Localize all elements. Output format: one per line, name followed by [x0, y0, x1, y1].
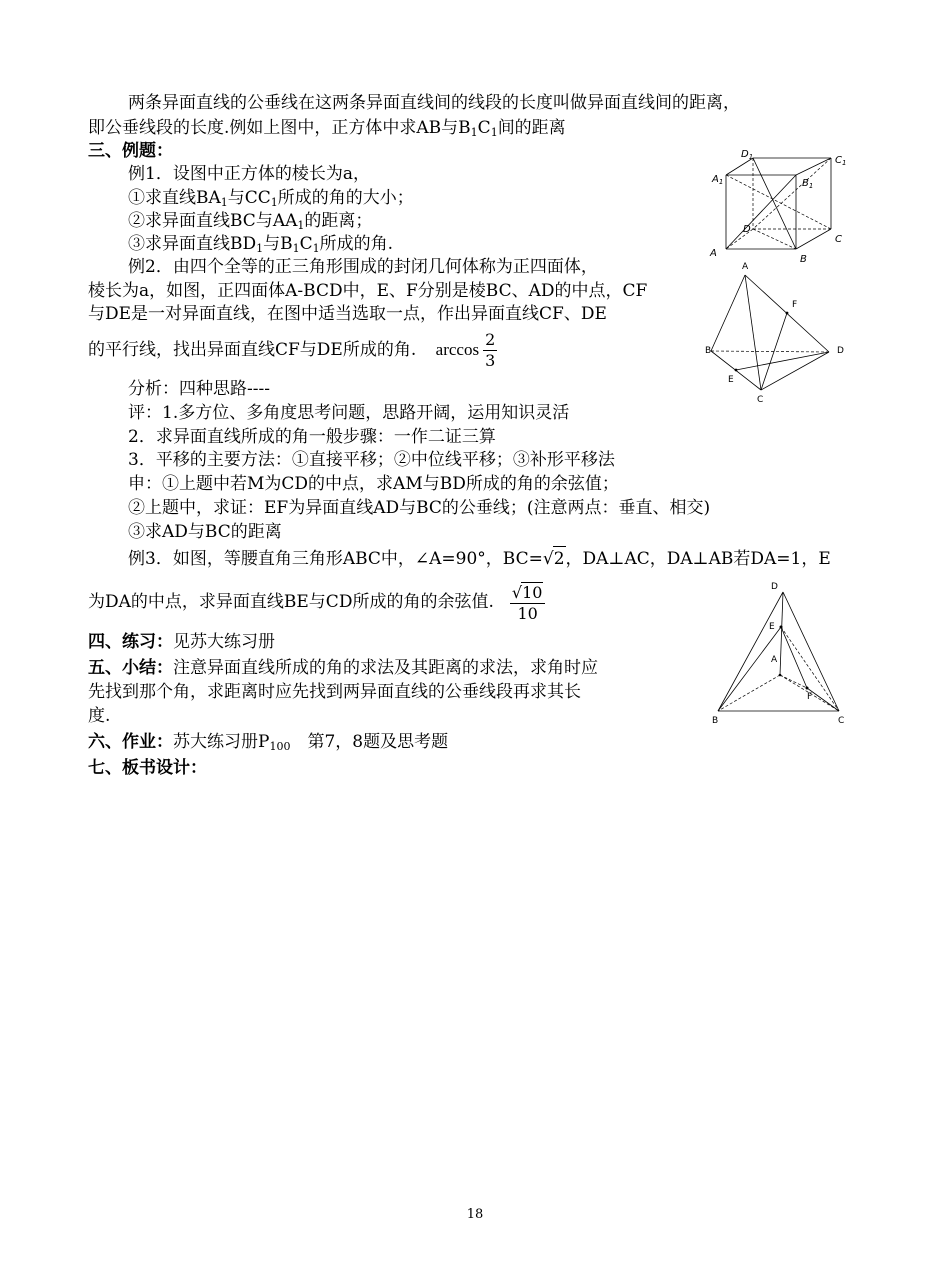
comment-line: 2．求异面直线所成的角一般步骤：一作二证三算: [128, 427, 496, 447]
cube-figure: [705, 145, 855, 265]
sqrt-sign: √: [542, 549, 554, 569]
text-segment: 间的距离: [497, 118, 566, 138]
answer-arccos: arccos: [435, 340, 480, 359]
text-segment: ②求异面直线BC与AA: [128, 211, 298, 231]
point-label: B: [712, 716, 719, 726]
point-label: D: [771, 582, 778, 592]
text-segment: C: [477, 118, 491, 138]
point-label: C: [838, 716, 845, 726]
point-label: $B_1$: [802, 178, 814, 190]
comment-line: 3．平移的主要方法：①直接平移；②中位线平移；③补形平移法: [128, 450, 615, 470]
text-segment: 即公垂线段的长度.例如上图中，正方体中求AB与B: [88, 118, 471, 138]
point-label: B: [705, 346, 712, 356]
practice-line: [88, 630, 275, 654]
point-label: A: [742, 262, 749, 272]
section-heading: 四、练习：: [88, 632, 173, 652]
point-label: $D_1$: [741, 149, 754, 161]
answer-fraction: [483, 330, 497, 371]
point-label: E: [769, 622, 775, 632]
text-segment: 与B: [263, 234, 293, 254]
homework-line: [88, 730, 448, 759]
sqrt-sign: √: [511, 582, 523, 602]
text-segment: 苏大练习册P: [173, 732, 270, 752]
point-label: D: [837, 346, 844, 356]
text-segment: 为DA的中点，求异面直线BE与CD所成的角的余弦值.: [88, 592, 494, 612]
text-segment: 注意异面直线所成的角的求法及其距离的求法，求角时应: [173, 658, 598, 678]
subscript: 1: [270, 196, 278, 209]
extension-line: ③求AD与BC的距离: [128, 522, 282, 542]
text-segment: 所成的角.: [319, 234, 394, 254]
example-2-line: [88, 326, 497, 374]
example-3-line: [128, 546, 831, 571]
fraction-denominator: 3: [485, 351, 496, 370]
point-label: D: [743, 224, 751, 235]
subscript: 1: [292, 242, 300, 255]
point-label: F: [792, 300, 798, 310]
sqrt-value: 10: [522, 582, 543, 602]
extension-line: 申：①上题中若M为CD的中点，求AM与BD所成的角的余弦值；: [128, 474, 619, 494]
subscript: 1: [256, 242, 264, 255]
summary-line: 度.: [88, 706, 111, 726]
section-heading: 五、小结：: [88, 658, 173, 678]
text-segment: 第7，8题及思考题: [290, 732, 449, 752]
example-2-line: 与DE是一对异面直线，在图中适当选取一点，作出异面直线CF、DE: [88, 304, 607, 324]
point-label: A: [710, 248, 717, 259]
paragraph-line: 两条异面直线的公垂线在这两条异面直线间的线段的长度叫做异面直线间的距离，: [128, 93, 740, 113]
example-3-line: [88, 578, 545, 626]
text-segment: 与CC: [227, 188, 271, 208]
summary-line: 先找到那个角，求距离时应先找到两异面直线的公垂线段再求其长: [88, 682, 581, 702]
subscript: 1: [312, 242, 320, 255]
fraction-numerator: 2: [485, 330, 496, 349]
summary-line: [88, 656, 598, 680]
point-label: $C_1$: [835, 155, 847, 167]
text-segment: ③求异面直线BD: [128, 234, 257, 254]
subscript: 100: [269, 740, 291, 753]
fraction-denominator: 10: [517, 603, 538, 623]
page-number: 18: [466, 1207, 484, 1222]
point-label: C: [835, 234, 842, 245]
subscript: 1: [220, 196, 228, 209]
text-segment: ①求直线BA: [128, 188, 221, 208]
example-2-line: 例2．由四个全等的正三角形围成的封闭几何体称为正四面体，: [128, 257, 598, 277]
example-2-line: 棱长为a，如图，正四面体A-BCD中，E、F分别是棱BC、AD的中点，CF: [88, 281, 648, 301]
subscript: 1: [470, 126, 478, 139]
text-segment: 的距离；: [304, 211, 373, 231]
text-segment: C: [299, 234, 313, 254]
text-segment: 的平行线，找出异面直线CF与DE所成的角.: [88, 340, 417, 360]
subscript: 1: [297, 219, 305, 232]
comment-line: 评：1.多方位、多角度思考问题，思路开阔，运用知识灵活: [128, 403, 570, 423]
text-segment: 所成的角的大小；: [277, 188, 414, 208]
sqrt-value: 2: [553, 546, 566, 571]
pyramid-figure: [705, 578, 855, 728]
point-label: E: [728, 375, 734, 385]
subscript: 1: [490, 126, 498, 139]
text-segment: 见苏大练习册: [173, 632, 275, 652]
point-label: B: [800, 254, 807, 265]
extension-line: ②上题中，求证：EF为异面直线AD与BC的公垂线；(注意两点：垂直、相交): [128, 498, 711, 518]
text-segment: ，DA⊥AC，DA⊥AB若DA=1，E: [565, 549, 831, 569]
section-heading: 七、板书设计：: [88, 758, 207, 778]
section-heading: 六、作业：: [88, 732, 173, 752]
point-label: $A_1$: [712, 174, 724, 186]
section-heading: 三、例题：: [88, 141, 173, 161]
answer-fraction: [510, 582, 546, 624]
point-label: F: [807, 692, 813, 702]
point-label: A: [771, 655, 778, 665]
fraction-numerator: [510, 582, 546, 604]
example-1-line: 例1．设图中正方体的棱长为a，: [128, 164, 370, 184]
point-label: C: [757, 395, 764, 405]
tetrahedron-figure: [700, 260, 850, 405]
text-segment: 例3．如图，等腰直角三角形ABC中，∠A=90°，BC=: [128, 549, 543, 569]
analysis-line: 分析：四种思路----: [128, 379, 270, 399]
